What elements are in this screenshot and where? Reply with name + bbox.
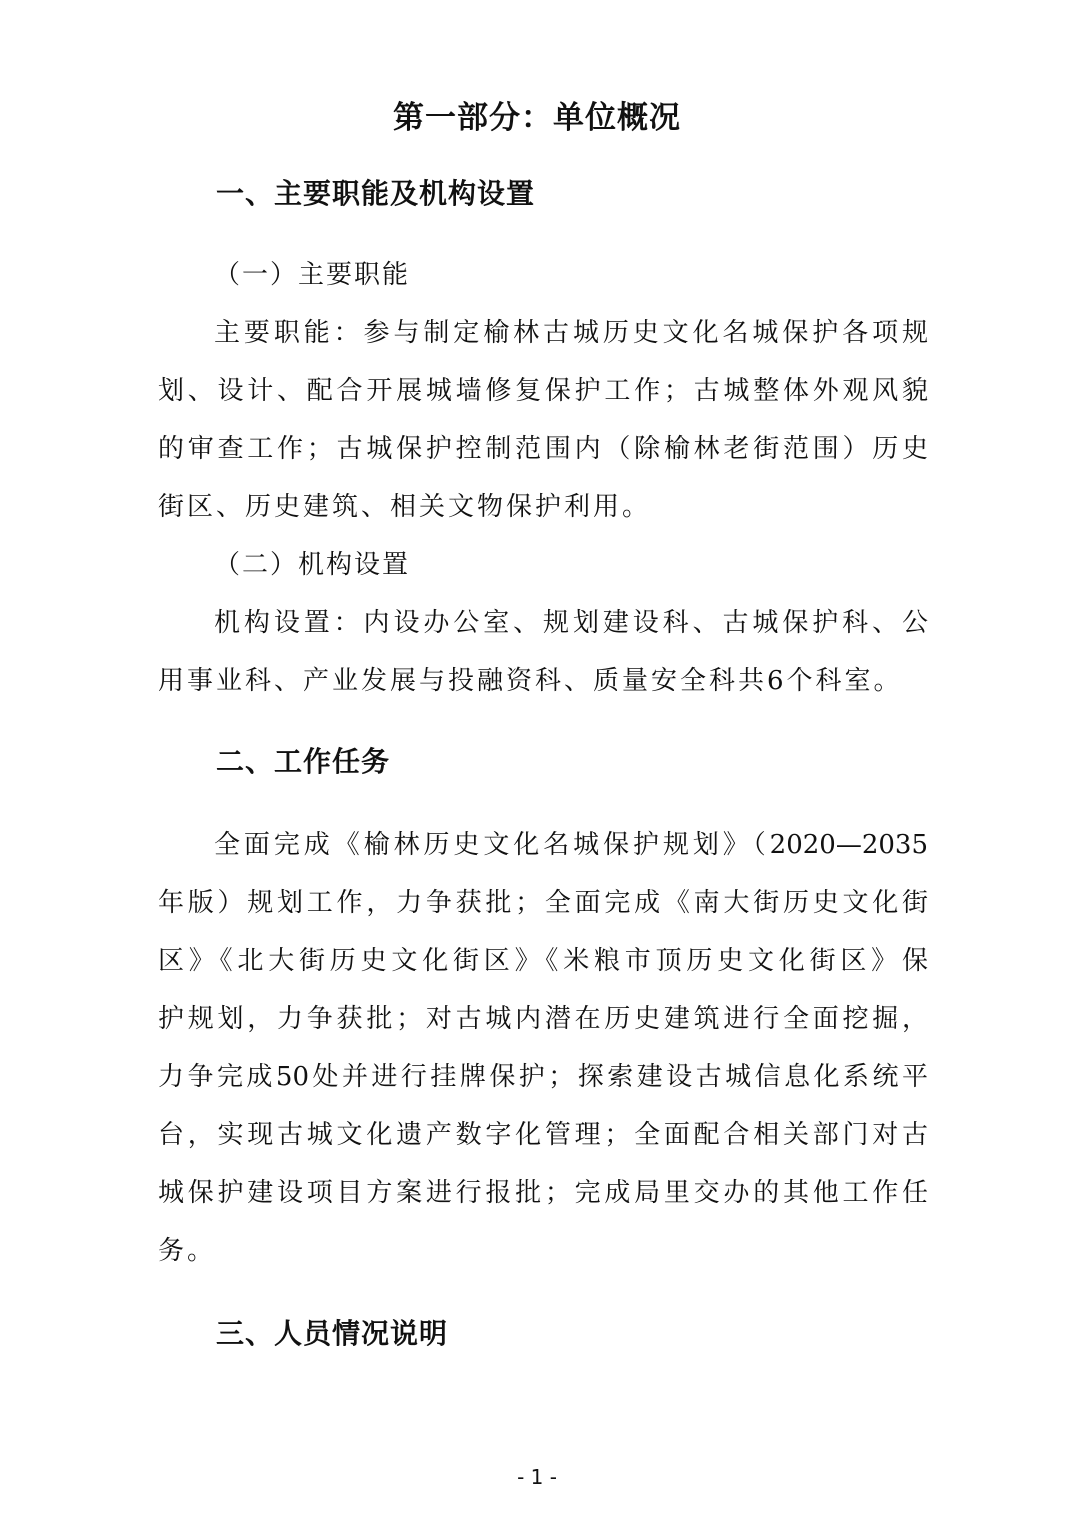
- paragraph-line: 力争完成50处并进行挂牌保护；探索建设古城信息化系统平: [158, 1062, 928, 1092]
- paragraph-line: 城保护建设项目方案进行报批；完成局里交办的其他工作任: [158, 1178, 928, 1208]
- subheading-organization: （二）机构设置: [214, 550, 411, 580]
- paragraph-line: 机构设置：内设办公室、规划建设科、古城保护科、公: [214, 608, 928, 638]
- paragraph-line: 全面完成《榆林历史文化名城保护规划》（2020—2035: [214, 830, 928, 860]
- paragraph-line: 用事业科、产业发展与投融资科、质量安全科共6个科室。: [158, 666, 903, 696]
- paragraph-line: 区》《北大街历史文化街区》《米粮市顶历史文化街区》保: [158, 946, 928, 976]
- section-heading-functions: 一、主要职能及机构设置: [216, 177, 536, 210]
- paragraph-line: 务。: [158, 1236, 217, 1266]
- paragraph-line: 的审查工作；古城保护控制范围内（除榆林老街范围）历史: [158, 434, 928, 464]
- section-heading-personnel: 三、人员情况说明: [216, 1317, 449, 1350]
- page-title: 第一部分：单位概况: [393, 100, 681, 136]
- paragraph-line: 护规划，力争获批；对古城内潜在历史建筑进行全面挖掘，: [158, 1004, 928, 1034]
- page-number: - 1 -: [517, 1465, 557, 1489]
- section-heading-tasks: 二、工作任务: [216, 745, 391, 778]
- paragraph-line: 划、设计、配合开展城墙修复保护工作；古城整体外观风貌: [158, 376, 928, 406]
- paragraph-line: 主要职能：参与制定榆林古城历史文化名城保护各项规: [214, 318, 928, 348]
- paragraph-line: 台，实现古城文化遗产数字化管理；全面配合相关部门对古: [158, 1120, 928, 1150]
- paragraph-line: 年版）规划工作，力争获批；全面完成《南大街历史文化街: [158, 888, 928, 918]
- paragraph-line: 街区、历史建筑、相关文物保护利用。: [158, 492, 652, 522]
- subheading-main-functions: （一）主要职能: [214, 260, 411, 290]
